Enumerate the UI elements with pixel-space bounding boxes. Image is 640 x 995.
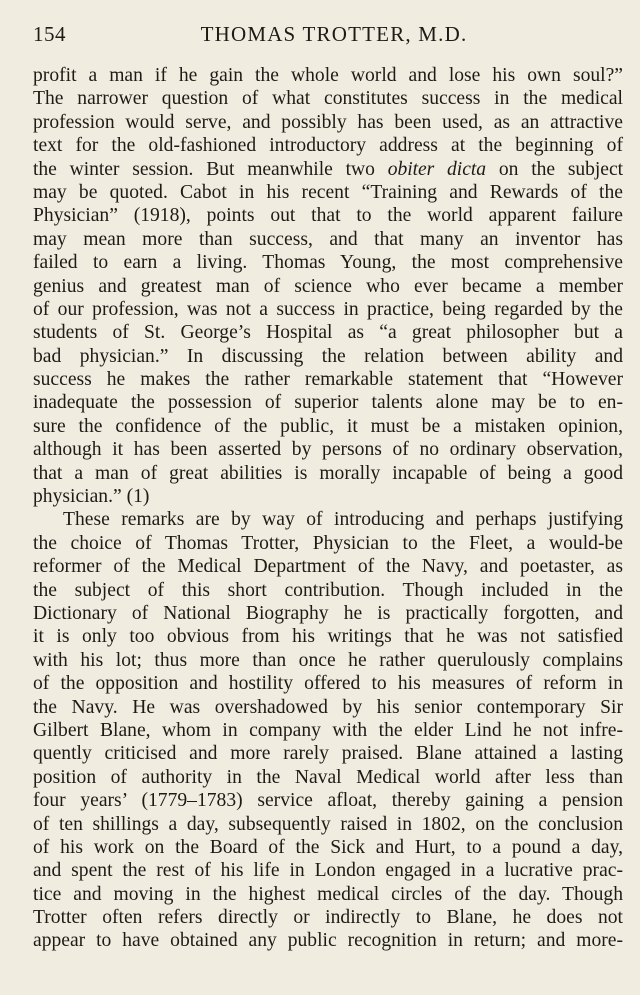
text-line: may mean more than success, and that many an inventor has (33, 228, 623, 250)
text-line: the choice of Thomas Trotter, Physician to the Fleet, a would-be (33, 532, 623, 554)
text-line: bad physician.” In discussing the relation between ability and (33, 345, 623, 367)
text-line: profit a man if he gain the whole world and lose his own soul?” (33, 65, 623, 86)
text-line: of the opposition and hostility offered to his measures of reform in (33, 673, 623, 695)
text-run: on the subject (498, 158, 623, 180)
text-line: profession would serve, and possibly has been used, as an attractive (33, 111, 623, 133)
text-line (33, 158, 623, 181)
text-line: the subject of this short contribution. Though included in the (33, 579, 623, 601)
text-line: it is only too obvious from his writings that he was not satisfied (33, 626, 623, 648)
text-line: that a man of great abilities is morally incapable of being a good (33, 462, 623, 484)
text-line: position of authority in the Naval Medical world after less than (33, 766, 623, 788)
text-line: reformer of the Medical Department of the Navy, and poetaster, as (33, 556, 623, 578)
text-line: Dictionary of National Biography he is practically forgotten, and (33, 602, 623, 624)
running-title: THOMAS TROTTER, M.D. (200, 22, 468, 46)
text-line: of ten shillings a day, subsequently raised in 1802, on the conclusion (33, 813, 623, 835)
text-line: quently criticised and more rarely praised. Blane attained a lasting (33, 743, 623, 765)
text-line: although it has been asserted by persons of no ordinary observation, (33, 439, 623, 461)
text-line: Physician” (1918), points out that to the world apparent failure (33, 205, 623, 227)
text-line: appear to have obtained any public recognition in return; and more- (33, 930, 623, 952)
italic-phrase: obiter dicta (387, 158, 486, 180)
text-line: of our profession, was not a success in practice, being regarded by the (33, 298, 623, 320)
running-head (33, 22, 623, 52)
text-line: success he makes the rather remarkable statement that “However (33, 369, 623, 391)
text-line: tice and moving in the highest medical circles of the day. Though (33, 883, 623, 905)
page-number: 154 (33, 22, 66, 46)
text-line: with his lot; thus more than once he rather querulously complains (33, 649, 623, 671)
text-line: the Navy. He was overshadowed by his senior contemporary Sir (33, 696, 623, 718)
text-line: physician.” (1) (33, 486, 150, 508)
text-line: of his work on the Board of the Sick and Hurt, to a pound a day, (33, 836, 623, 858)
text-run: the winter session. But meanwhile two (33, 158, 375, 180)
text-line: text for the old-fashioned introductory address at the beginning of (33, 135, 623, 157)
text-line: genius and greatest man of science who ever became a member (33, 275, 623, 297)
text-line: The narrower question of what constitutes success in the medical (33, 88, 623, 110)
body-text (33, 64, 623, 953)
text-line: and spent the rest of his life in London engaged in a lucrative prac- (33, 860, 623, 882)
text-line: four years’ (1779–1783) service afloat, thereby gaining a pension (33, 790, 623, 812)
text-line: failed to earn a living. Thomas Young, the most comprehensive (33, 252, 623, 274)
text-line: inadequate the possession of superior talents alone may be to en- (33, 392, 623, 414)
text-line: may be quoted. Cabot in his recent “Training and Rewards of the (33, 181, 623, 203)
text-line: Gilbert Blane, whom in company with the elder Lind he not infre- (33, 719, 623, 741)
text-line: Trotter often refers directly or indirectly to Blane, he does not (33, 907, 623, 929)
text-line: students of St. George’s Hospital as “a great philosopher but a (33, 322, 623, 344)
text-line: sure the confidence of the public, it must be a mistaken opinion, (33, 415, 623, 437)
text-line: These remarks are by way of introducing and perhaps justifying (63, 509, 623, 531)
